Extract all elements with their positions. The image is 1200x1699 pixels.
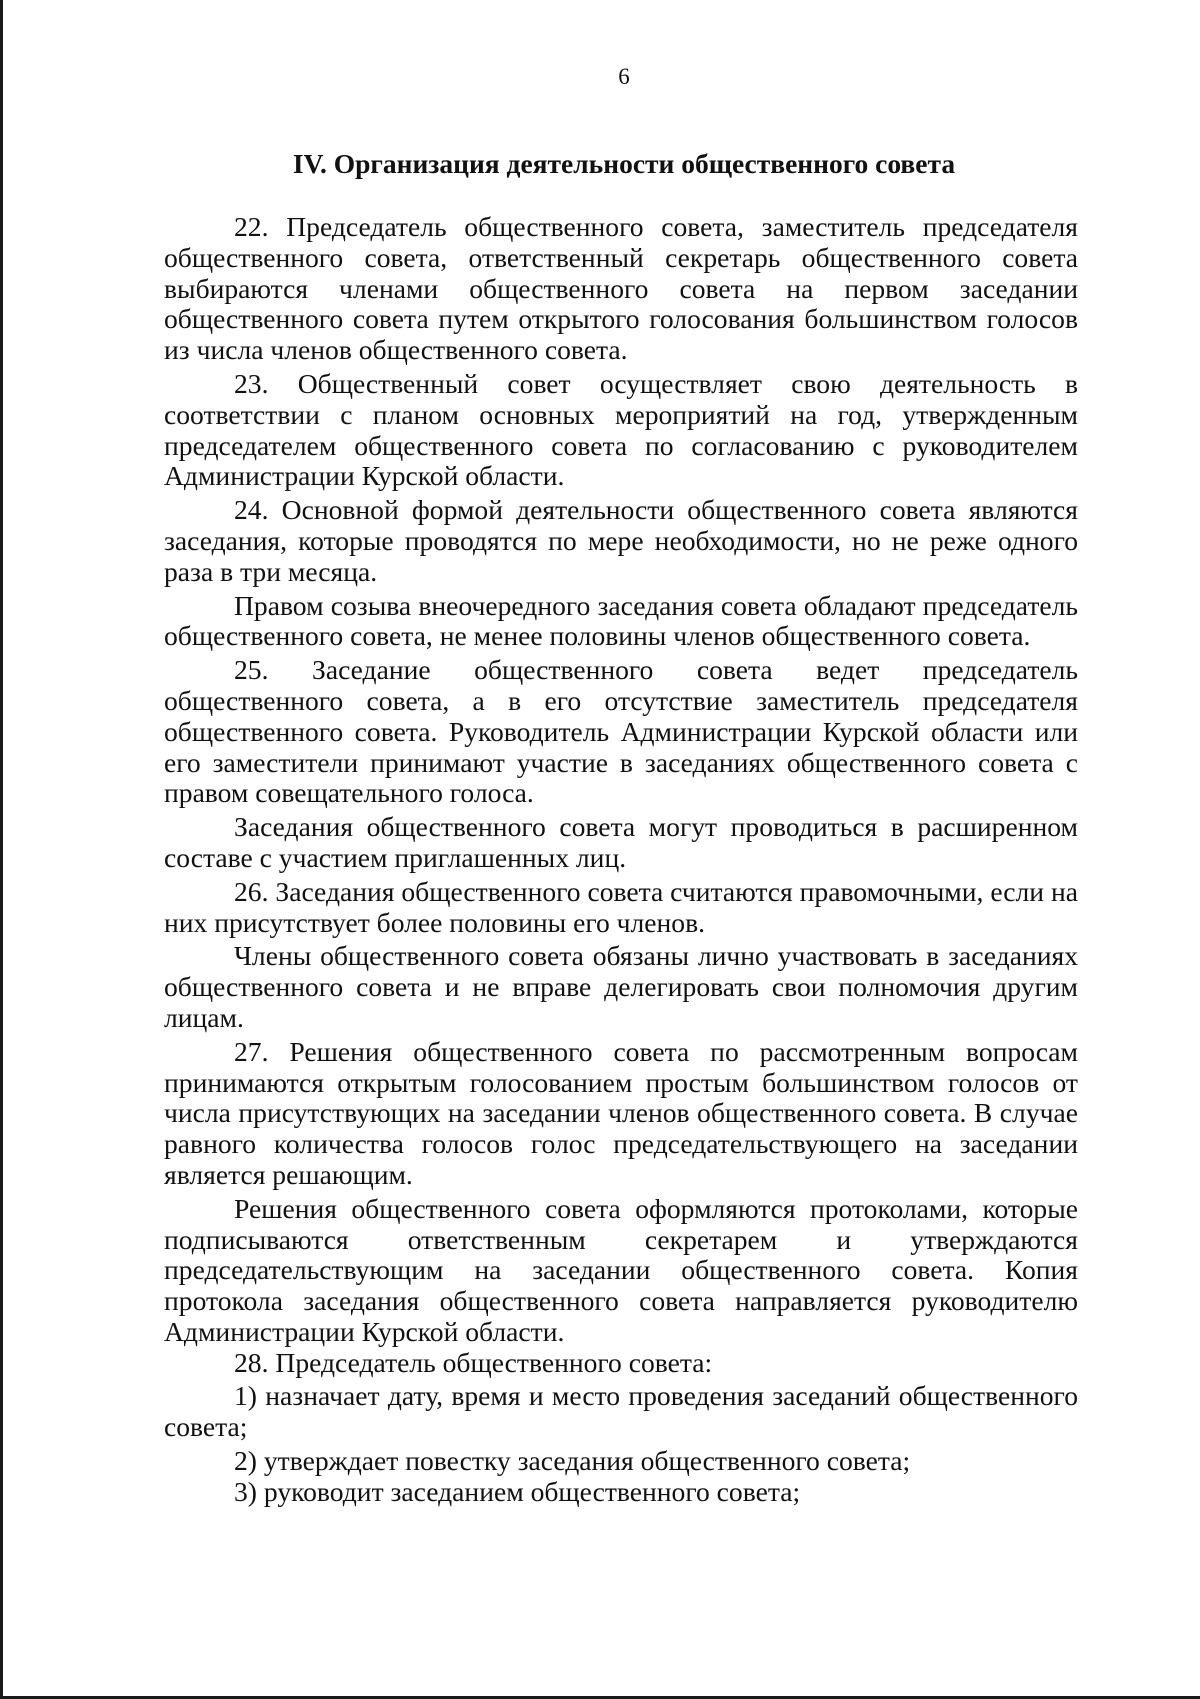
section-heading: IV. Организация деятельности общественного совета <box>292 148 956 179</box>
page-number: 6 <box>618 64 630 89</box>
paragraph-25-extended: Заседания общественного совета могут проводиться в расширенном составе с участием приглашенных лиц. <box>164 811 1078 873</box>
list-item-1: 1) назначает дату, время и место проведения заседаний общественного совета; <box>164 1380 1078 1443</box>
list-item-3: 3) руководит заседанием общественного совета; <box>234 1475 801 1507</box>
document-body <box>164 212 1078 1508</box>
scan-edge-left <box>0 0 3 1699</box>
paragraph-25: 25. Заседание общественного совета ведет председатель общественного совета, а в его отсутствие заместитель председателя общественного совета. Руководитель Администрации Курской области или его заместители принимают участие в заседаниях общественного совета с правом совещательного голоса. <box>164 654 1078 809</box>
paragraph-24-extraordinary: Правом созыва внеочередного заседания совета обладают председатель общественного совета, не менее половины членов общественного совета. <box>164 589 1078 652</box>
paragraph-27: 27. Решения общественного совета по рассмотренным вопросам принимаются открытым голосованием простым большинством голосов от числа присутствующих на заседании членов общественного совета. В случае равного количества голосов голос председательствующего на заседании является решающим. <box>164 1035 1078 1190</box>
paragraph-26: 26. Заседания общественного совета считаются правомочными, если на них присутствует более половины его членов. <box>164 875 1078 938</box>
paragraph-24: 24. Основной формой деятельности общественного совета являются заседания, которые проводятся по мере необходимости, но не реже одного раза в три месяца. <box>164 494 1078 587</box>
paragraph-26-members: Члены общественного совета обязаны лично участвовать в заседаниях общественного совета и не вправе делегировать свои полномочия другим лицам. <box>164 940 1078 1033</box>
list-item-2: 2) утверждает повестку заседания общественного совета; <box>234 1445 911 1477</box>
paragraph-28: 28. Председатель общественного совета: <box>234 1346 713 1378</box>
paragraph-27-protocols: Решения общественного совета оформляются протоколами, которые подписываются ответственным секретарем и утверждаются председательствующим на заседании общественного совета. Копия протокола заседания общественного совета направляется руководителю Администрации Курской области. <box>164 1192 1078 1347</box>
paragraph-22: 22. Председатель общественного совета, заместитель председателя общественного совета, ответственный секретарь общественного совета выбираются членами общественного совета на первом заседании общественного совета путем открытого голосования большинством голосов из числа членов общественного совета. <box>164 211 1078 366</box>
paragraph-23: 23. Общественный совет осуществляет свою деятельность в соответствии с планом основных мероприятий на год, утвержденным председателем общественного совета по согласованию с руководителем Администрации Курской области. <box>164 367 1078 492</box>
